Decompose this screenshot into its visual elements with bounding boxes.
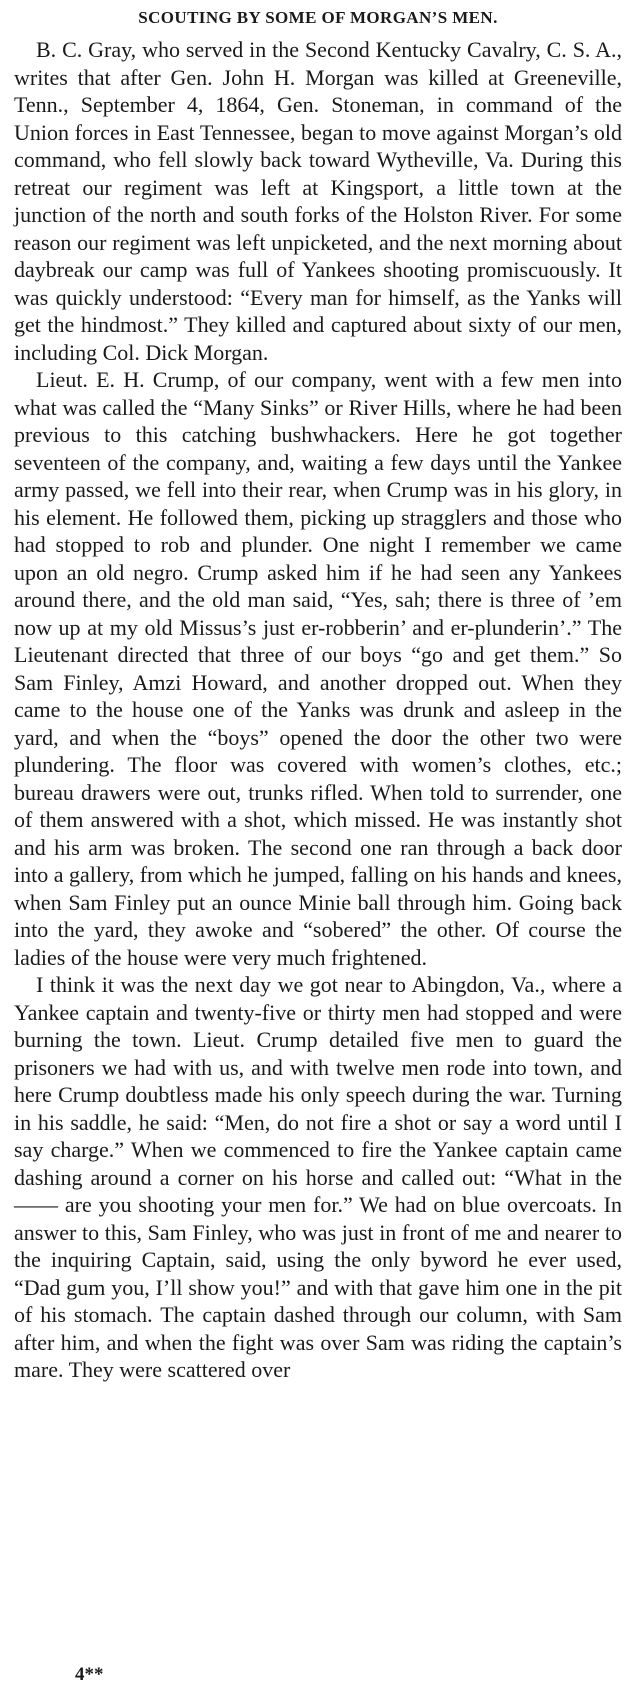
page-column — [14, 6, 622, 1384]
paragraph-2: Lieut. E. H. Crump, of our company, went with a few men into what was called the “Many Sinks” or River Hills, where he had been previous to this catching bushwhackers. Here he got together seventeen of the company, and, waiting a few days until the Yankee army passed, we fell into their rear, when Crump was in his glory, in his element. He followed them, picking up stragglers and those who had stopped to rob and plunder. One night I remember we came upon an old negro. Crump asked him if he had seen any Yankees around there, and the old man said, “Yes, sah; there is three of ’em now up at my old Missus’s just er-robberin’ and er-plunderin’.” The Lieutenant directed that three of our boys “go and get them.” So Sam Finley, Amzi Howard, and another dropped out. When they came to the house one of the Yanks was drunk and asleep in the yard, and when the “boys” opened the door the other two were plundering. The floor was covered with women’s clothes, etc.; bureau drawers were out, trunks rifled. When told to surrender, one of them answered with a shot, which missed. He was instantly shot and his arm was broken. The second one ran through a back door into a gallery, from which he jumped, falling on his hands and knees, when Sam Finley put an ounce Minie ball through him. Going back into the yard, they awoke and “sobered” the other. Of course the ladies of the house were very much frightened. — [14, 367, 622, 970]
article-title: SCOUTING BY SOME OF MORGAN’S MEN. — [138, 8, 498, 27]
signature-mark: 4** — [75, 1664, 104, 1685]
paragraph-3: I think it was the next day we got near to Abingdon, Va., where a Yankee captain and twenty-five or thirty men had stopped and were burning the town. Lieut. Crump detailed five men to guard the prisoners we had with us, and with twelve men rode into town, and here Crump doubtless made his only speech during the war. Turning in his saddle, he said: “Men, do not fire a shot or say a word until I say charge.” When we commenced to fire the Yankee captain came dashing around a corner on his horse and called out: “What in the —— are you shooting your men for.” We had on blue overcoats. In answer to this, Sam Finley, who was just in front of me and nearer to the inquiring Captain, said, using the only byword he ever used, “Dad gum you, I’ll show you!” and with that gave him one in the pit of his stomach. The captain dashed through our column, with Sam after him, and when the fight was over Sam was riding the captain’s mare. They were scattered over — [14, 972, 622, 1382]
paragraph-1: B. C. Gray, who served in the Second Kentucky Cavalry, C. S. A., writes that after Gen. John H. Morgan was killed at Greeneville, Tenn., September 4, 1864, Gen. Stoneman, in command of the Union forces in East Tennessee, began to move against Morgan’s old command, who fell slowly back toward Wytheville, Va. During this retreat our regiment was left at Kingsport, a little town at the junction of the north and south forks of the Holston River. For some reason our regiment was left unpicketed, and the next morning about daybreak our camp was full of Yankees shooting promiscuously. It was quickly understood: “Every man for himself, as the Yanks will get the hindmost.” They killed and captured about sixty of our men, including Col. Dick Morgan. — [14, 37, 622, 365]
